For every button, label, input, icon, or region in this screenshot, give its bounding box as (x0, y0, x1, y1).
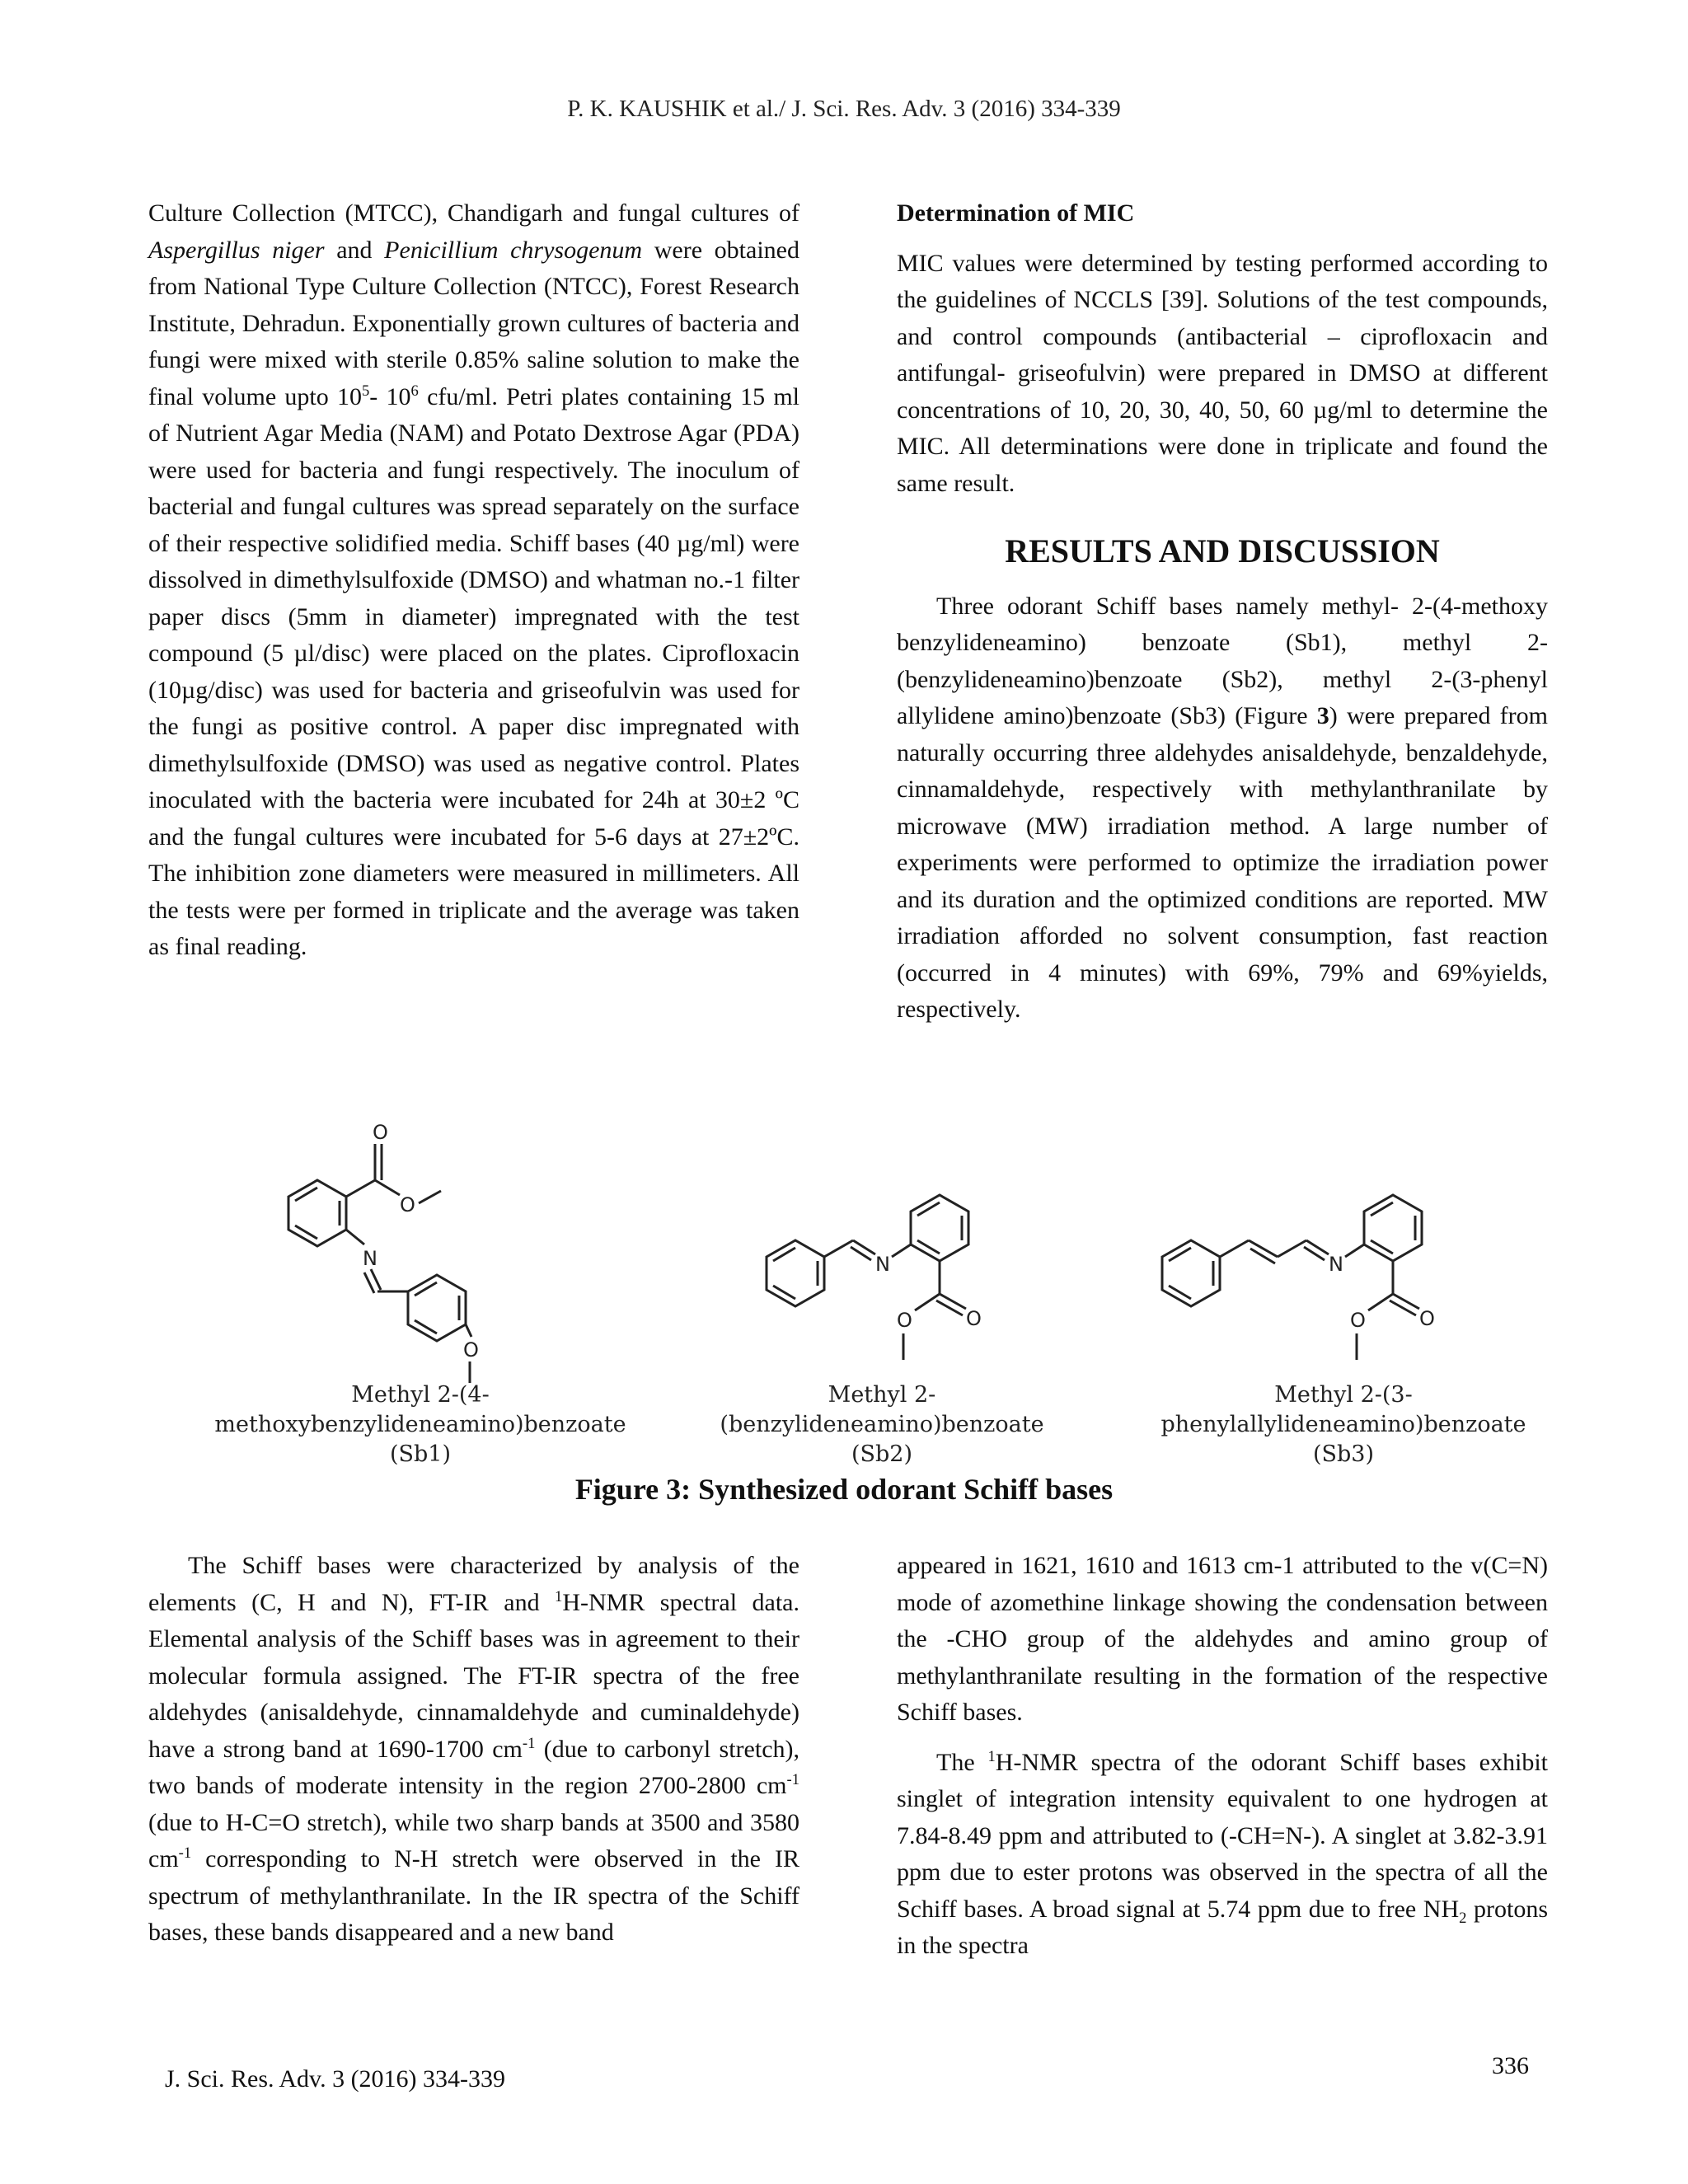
sb3-caption: Methyl 2-(3-phenylallylideneamino)benzoate (Sb3) (1160, 1382, 1526, 1467)
figure-3 (173, 1121, 1574, 1475)
left-column-bottom (148, 1548, 799, 1952)
sb1-caption: Methyl 2-(4-methoxybenzylideneamino)benzoate (Sb1) (214, 1382, 626, 1467)
results-paragraph: Three odorant Schiff bases namely methyl- 2-(4-methoxy benzylideneamino) benzoate (Sb1), methyl 2-(benzylideneamino)benzoate (Sb2), methyl 2-(3-phenyl allylidene amino)benzoate (Sb3) (Figure 3) were prepared from naturally occurring three aldehydes anisaldehyde, benzaldehyde, cinnamaldehyde, respectively with methylanthranilate by microwave (MW) irradiation method. A large number of experiments were performed to optimize the irradiation power and its duration and the optimized conditions are reported. MW irradiation afforded no solvent consumption, fast reaction (occurred in 4 minutes) with 69%, 79% and 69%yields, respectively. (897, 592, 1548, 1023)
atom-label-o: O (400, 1193, 415, 1216)
nmr-paragraph: The $^1$H-NMR spectra of the odorant Schiff bases exhibit singlet of integration intensity equivalent to one hydrogen at 7.84-8.49 ppm and attributed to (-CH=N-). A singlet at 3.82-3.91 ppm due to ester protons was observed in the spectra of all the Schiff bases. A broad signal at 5.74 ppm due to free $NH_2$ protons in the spectra (897, 1747, 1549, 1959)
atom-label-n: N (1329, 1253, 1343, 1276)
ir-paragraph: appeared in 1621, 1610 and 1613 cm-1 attributed to the v(C=N) mode of azomethine linkage showing the condensation between the -CHO group of the aldehydes and amino group of methylanthranilate resulting in the formation of the respective Schiff bases. (897, 1552, 1548, 1726)
footer-journal: J. Sci. Res. Adv. 3 (2016) 334-339 (165, 2065, 506, 2093)
mic-paragraph: MIC values were determined by testing performed according to the guidelines of NCCLS [39]. Solutions of the test compounds, and control compounds (antibacterial – ciprofloxacin and antifungal- griseofulvin) were prepared in DMSO at different concentrations of 10, 20, 30, 40, 50, 60 µg/ml to determine the MIC. All determinations were done in triplicate and found the same result. (897, 249, 1548, 497)
right-column-bottom (897, 1548, 1548, 1965)
sb2-structure (750, 1187, 1014, 1385)
sb3-structure (1146, 1187, 1558, 1385)
methods-paragraph: Culture Collection (MTCC), Chandigarh and fungal cultures of Aspergillus niger and Penicillium chrysogenum were obtained from National Type Culture Collection (NTCC), Forest Research Institute, Dehradun. Exponentially grown cultures of bacteria and fungi were mixed with sterile 0.85% saline solution to make the final volume upto $10^5-$ $10^6$ cfu/ml. Petri plates containing 15 ml of Nutrient Agar Media (NAM) and Potato Dextrose Agar (PDA) were used for bacteria and fungi respectively. The inoculum of bacterial and fungal cultures was spread separately on the surface of their respective solidified media. Schiff bases (40 µg/ml) were dissolved in dimethylsulfoxide (DMSO) and whatman no.-1 filter paper discs (5mm in diameter) impregnated with the test compound (5 µl/disc) were placed on the plates. Ciprofloxacin (10µg/disc) was used for bacteria and griseofulvin was used for the fungi as positive control. A paper disc impregnated with dimethylsulfoxide (DMSO) was used as negative control. Plates inoculated with the bacteria were incubated for 24h at 30±2 ºC and the fungal cultures were incubated for 5-6 days at 27±2ºC. The inhibition zone diameters were measured in millimeters. All the tests were per formed in triplicate and the average was taken as final reading. (148, 199, 799, 960)
atom-label-o: O (966, 1307, 982, 1330)
atom-label-o: O (373, 1121, 388, 1144)
atom-label-o: O (1419, 1307, 1435, 1330)
figure-title: Figure 3: Synthesized odorant Schiff bases (574, 1473, 1114, 1506)
atom-label-o: O (463, 1338, 479, 1361)
right-column-top (897, 195, 1548, 1029)
mic-subheading: Determination of MIC (897, 199, 1135, 227)
page-number: 336 (1492, 2052, 1529, 2079)
results-heading: RESULTS AND DISCUSSION (1005, 532, 1440, 569)
sb2-caption: Methyl 2-(benzylideneamino)benzoate (Sb2) (720, 1382, 1044, 1467)
sb1-structure (239, 1121, 486, 1385)
characterization-paragraph: The Schiff bases were characterized by analysis of the elements (C, H and N), FT-IR and $^1$H-NMR spectral data. Elemental analysis of the Schiff bases was in agreement to their molecular formula assigned. The FT-IR spectra of the free aldehydes (anisaldehyde, cinnamaldehyde and cuminaldehyde) have a strong band at 1690-1700 $cm^{-1}$ (due to carbonyl stretch), two bands of moderate intensity in the region 2700-2800 $cm^{-1}$ (due to H-C=O stretch), while two sharp bands at 3500 and 3580 $cm^{-1}$ corresponding to N-H stretch were observed in the IR spectrum of methylanthranilate. In the IR spectra of the Schiff bases, these bands disappeared and a new band (148, 1552, 799, 1946)
left-column-top (148, 195, 799, 966)
atom-label-o: O (897, 1309, 912, 1332)
atom-label-n: N (875, 1253, 890, 1276)
atom-label-o: O (1350, 1309, 1366, 1332)
running-head: P. K. KAUSHIK et al./ J. Sci. Res. Adv. 3 (2016) 334-339 (567, 96, 1121, 122)
atom-label-n: N (363, 1247, 377, 1270)
